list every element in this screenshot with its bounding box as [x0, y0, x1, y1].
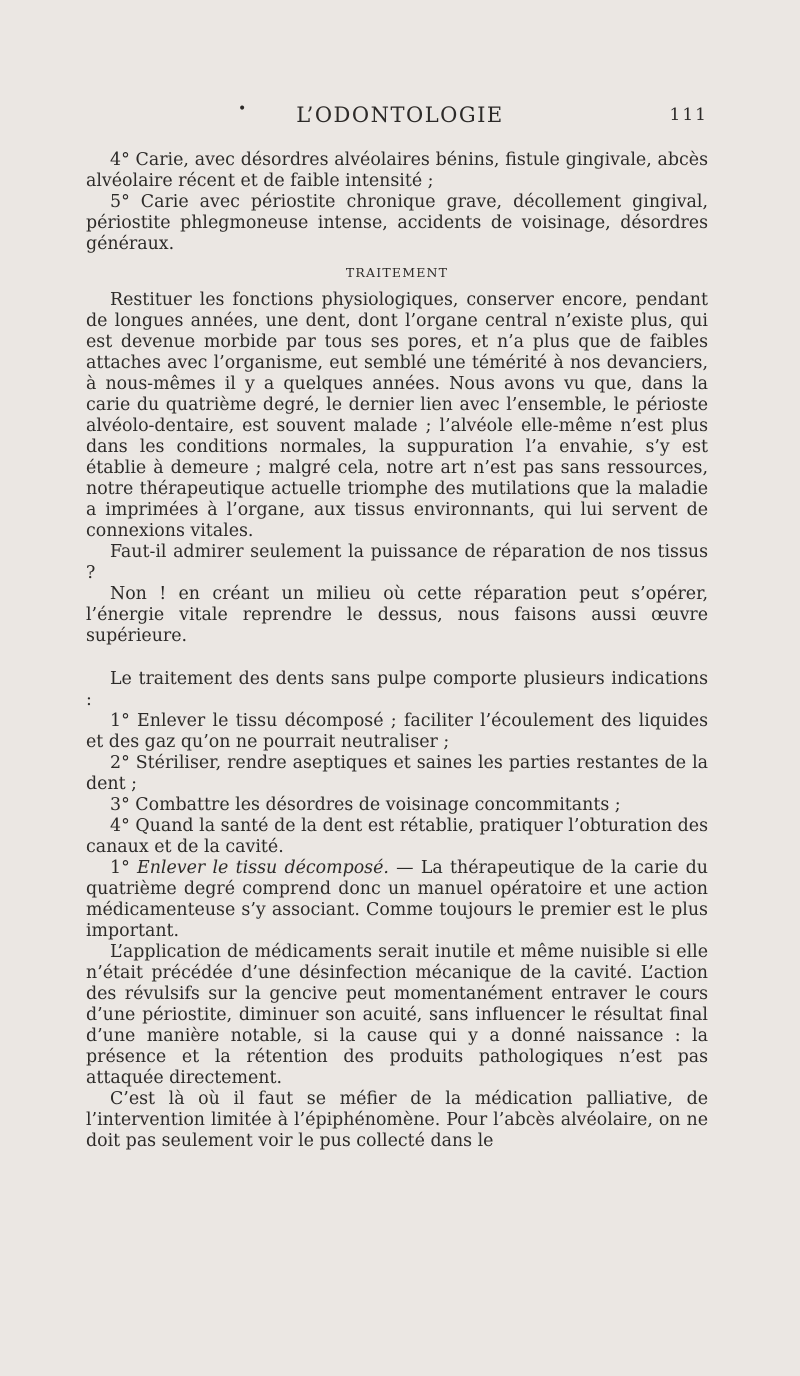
paragraph: Le traitement des dents sans pulpe comporte plusieurs indications : — [86, 669, 708, 710]
section-heading: TRAITEMENT — [345, 265, 449, 280]
paragraph: C’est là où il faut se méfier de la médication palliative, de l’intervention limitée à l’épiphénomène. Pour l’abcès alvéolaire, on ne doit pas seulement voir le pus collecté dans le — [86, 1089, 708, 1151]
running-header — [0, 103, 800, 133]
page-number: 111 — [669, 105, 708, 125]
list-item: 3° Combattre les désordres de voisinage concommitants ; — [110, 795, 621, 815]
paragraph: L’application de médicaments serait inutile et même nuisible si elle n’était précédée d’une désinfection mécanique de la cavité. L’action des révulsifs sur la gencive peut momentanément entraver le cours d’une périostite, diminuer son acuité, sans influencer le résultat final d’une manière notable, si la cause qui y a donné naissance : la présence et la rétention des produits pathologiques n’est pas attaquée directement. — [86, 942, 708, 1088]
paragraph: Faut-il admirer seulement la puissance de réparation de nos tissus ? — [86, 542, 708, 583]
paragraph-text: — La thérapeutique de la carie du quatrième degré comprend donc un manuel opératoire et une action médicamenteuse s’y associant. Comme toujours le premier est le plus important. — [86, 858, 708, 941]
paragraph: Non ! en créant un milieu où cette réparation peut s’opérer, l’énergie vitale reprendre le dessus, nous faisons aussi œuvre supérieure. — [86, 584, 708, 646]
paragraph — [86, 858, 708, 942]
journal-title: L’ODONTOLOGIE — [296, 103, 504, 127]
paragraph: Restituer les fonctions physiologiques, conserver encore, pendant de longues années, une dent, dont l’organe central n’existe plus, qui est devenue morbide par tous ses pores, et n’a plus que de faibles attaches avec l’organisme, eut semblé une témérité à nos devanciers, à nous-mêmes il y a quelques années. Nous avons vu que, dans la carie du quatrième degré, le dernier lien avec l’ensemble, le périoste alvéolo-dentaire, est souvent malade ; l’alvéole elle-même n’est plus dans les conditions normales, la suppuration l’a envahie, s’y est établie à demeure ; malgré cela, notre art n’est pas sans ressources, notre thérapeutique actuelle triomphe des mutilations que la maladie a imprimées à l’organe, aux tissus environnants, qui lui servent de connexions vitales. — [86, 290, 708, 541]
body-text — [86, 150, 708, 1152]
header-dot: • — [238, 101, 248, 117]
list-item: 2° Stériliser, rendre aseptiques et saines les parties restantes de la dent ; — [86, 753, 708, 794]
italic-subheading: Enlever le tissu décomposé. — [137, 858, 389, 878]
list-item: 1° Enlever le tissu décomposé ; faciliter l’écoulement des liquides et des gaz qu’on ne pourrait neutraliser ; — [86, 711, 708, 752]
paragraph: 5° Carie avec périostite chronique grave, décollement gingival, périostite phlegmoneuse intense, accidents de voisinage, désordres généraux. — [86, 192, 708, 254]
list-item: 4° Quand la santé de la dent est rétablie, pratiquer l’obturation des canaux et de la cavité. — [86, 816, 708, 857]
paragraph: 4° Carie, avec désordres alvéolaires bénins, fistule gingivale, abcès alvéolaire récent et de faible intensité ; — [86, 150, 708, 191]
item-number: 1° — [110, 858, 130, 878]
